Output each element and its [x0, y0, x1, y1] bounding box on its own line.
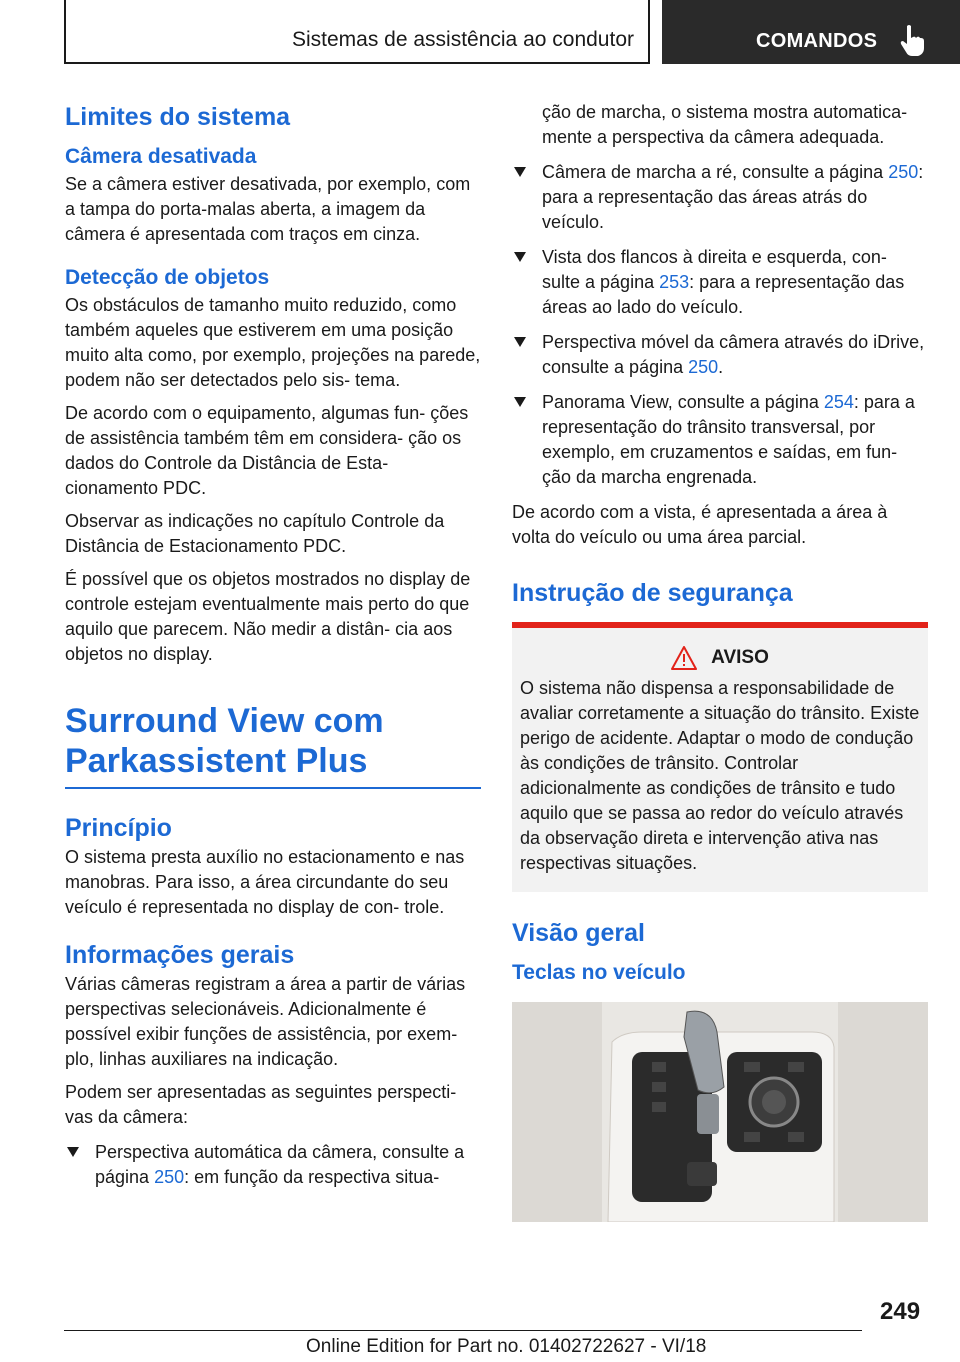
- page-link[interactable]: 253: [659, 272, 690, 292]
- page-link[interactable]: 250: [154, 1167, 185, 1187]
- heading-overview: Visão geral: [512, 919, 645, 947]
- list-item: [65, 1140, 481, 1190]
- paragraph: Observar as indicações no capítulo Controle da Distância de Estacionamento PDC.: [65, 511, 445, 556]
- paragraph: É possível que os objetos mostrados no display de controle estejam eventualmente mais perto do que aquilo que parecem. Não medir a distân‐ cia aos objetos no display.: [65, 569, 471, 664]
- paragraph: Se a câmera estiver desativada, por exemplo, com a tampa do porta-malas aberta, a imagem da câmera é apresentada com traços em cinza.: [65, 174, 471, 244]
- heading-limits: Limites do sistema: [65, 103, 291, 131]
- center-console-photo: [512, 1002, 928, 1222]
- chapter-title: [65, 701, 481, 781]
- warning-triangle-icon: [671, 646, 697, 670]
- warning-text: O sistema não dispensa a responsabilidade de avaliar corretamente a situação do trânsito. Existe perigo de acidente. Adaptar o modo de condução às condições de trânsito. Controlar adicionalmente as condições de trânsito e tudo aquilo que se passa ao redor do veículo através da observação direta e intervenção ativa nas respectivas situações.: [520, 678, 920, 873]
- page-link[interactable]: 250: [688, 357, 719, 377]
- heading-general: Informações gerais: [65, 941, 295, 969]
- list-item-text: ção de marcha, o sistema mostra automatica‐ mente a perspectiva da câmera adequada.: [542, 102, 908, 147]
- page-link[interactable]: 254: [823, 392, 854, 412]
- header-chapter-label: COMANDOS: [756, 30, 878, 52]
- header-section-title: Sistemas de assistência ao condutor: [291, 28, 634, 51]
- header-section-box: [64, 0, 650, 64]
- paragraph: Os obstáculos de tamanho muito reduzido, como também aqueles que estiverem em uma posição muito alta como, por exemplo, projeções na parede, podem não ser detectados pelo sis‐ tema.: [65, 295, 481, 390]
- warning-title: [520, 646, 920, 670]
- page-number: 249: [880, 1298, 921, 1325]
- list-item-text: : em função da respectiva situa‐: [184, 1167, 440, 1187]
- paragraph: De acordo com a vista, é apresentada a área à volta do veículo ou uma área parcial.: [512, 502, 888, 547]
- bullet-triangle-icon: [514, 252, 526, 262]
- heading-safety: Instrução de segurança: [512, 579, 793, 607]
- heading-principle: Princípio: [65, 814, 172, 842]
- list-item-text: Perspectiva móvel da câmera através do iDrive, consulte a página: [542, 332, 925, 377]
- chapter-title-line2: Parkassistent Plus: [65, 742, 368, 780]
- bullet-triangle-icon: [514, 167, 526, 177]
- heading-detection: Detecção de objetos: [65, 266, 270, 289]
- right-column: [512, 100, 928, 1222]
- warning-box: [512, 622, 928, 892]
- list-item: [512, 390, 928, 490]
- paragraph: De acordo com o equipamento, algumas fun‐ ções de assistência também têm em considera‐ ção os dados do Controle da Distância de Esta‐ cionamento PDC.: [65, 403, 469, 498]
- list-item-text: : para a representação das áreas atrás do veículo.: [542, 162, 924, 232]
- bullet-triangle-icon: [514, 397, 526, 407]
- list-item: [512, 160, 928, 235]
- footer-divider: [64, 1330, 862, 1331]
- list-item-text: : para a representação das áreas ao lado do veículo.: [542, 272, 905, 317]
- list-item-continuation: [512, 100, 928, 150]
- chapter-divider: [65, 787, 481, 789]
- warning-label: AVISO: [711, 647, 769, 668]
- list-item-text: Câmera de marcha a ré, consulte a página: [542, 162, 889, 182]
- paragraph: O sistema presta auxílio no estacionamento e nas manobras. Para isso, a área circundante do seu veículo é representada no display de con‐ trole.: [65, 847, 465, 917]
- left-column: [65, 100, 481, 1190]
- list-item-text: Perspectiva automática da câmera, consulte a página: [95, 1142, 465, 1187]
- list-item: [512, 330, 928, 380]
- bullet-triangle-icon: [514, 337, 526, 347]
- hand-pointer-icon: [898, 24, 928, 56]
- chapter-title-line1: Surround View com: [65, 702, 384, 740]
- page-link[interactable]: 250: [888, 162, 919, 182]
- heading-camera-off: Câmera desativada: [65, 145, 257, 168]
- center-console-illustration: [512, 1002, 928, 1222]
- paragraph: Podem ser apresentadas as seguintes perspecti‐ vas da câmera:: [65, 1082, 457, 1127]
- footer-edition: Online Edition for Part no. 01402722627 - VI/18: [306, 1336, 707, 1357]
- list-item: [512, 245, 928, 320]
- bullet-triangle-icon: [67, 1147, 79, 1157]
- paragraph: Várias câmeras registram a área a partir de várias perspectivas selecionáveis. Adicionalmente é possível exibir funções de assistência, por exem‐ plo, linhas auxiliares na indicação.: [65, 974, 466, 1069]
- list-item-text: .: [718, 357, 724, 377]
- list-item-text: Panorama View, consulte a página: [542, 392, 824, 412]
- list-item-text: : para a representação do trânsito transversal, por exemplo, em cruzamentos e saídas, em fun‐ ção da marcha engrenada.: [542, 392, 915, 487]
- heading-keys: Teclas no veículo: [512, 961, 686, 984]
- header-chapter-tab: [662, 0, 960, 64]
- list-item-text: Vista dos flancos à direita e esquerda, con‐ sulte a página: [542, 247, 887, 292]
